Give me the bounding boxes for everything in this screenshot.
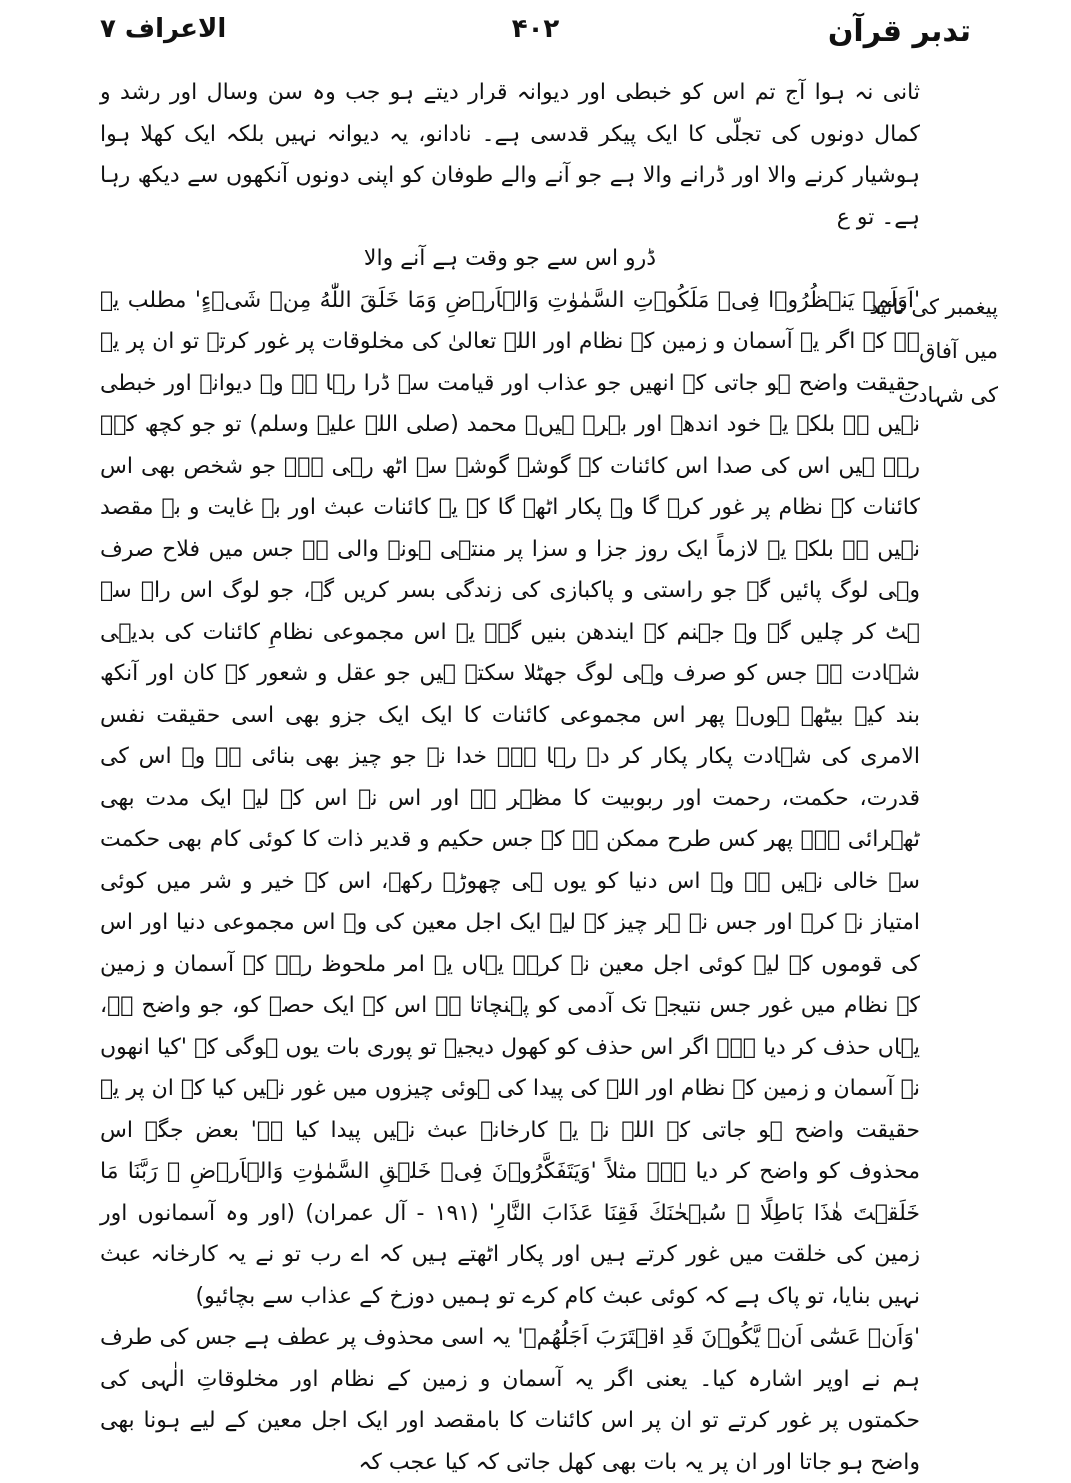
page-number: ۴۰۲ <box>511 14 560 44</box>
margin-heading-line: کی شہادت <box>898 383 998 407</box>
page-header <box>100 14 971 64</box>
poetry-verse: ڈرو اس سے جو وقت ہے آنے والا <box>363 246 657 271</box>
paragraph: 'وَاَنۡ عَسٰٓى اَنۡ يَّكُوۡنَ قَدِ اقۡتَرَبَ اَجَلُهُمۡ' یہ اسی محذوف پر عطف ہے جس کی طرف ہم نے اوپر اشارہ کیا۔ یعنی اگر یہ آسمان و زمین کے نظام اور مخلوقاتِ الٰہی کی حکمتوں پر غور کرتے تو ان پر اس کائنات کا بامقصد اور ایک اجل معین کے لیے ہونا بھی واضح ہو جاتا اور ان پر یہ بات بھی کھل جاتی کہ کیا عجب کہ <box>100 1325 920 1475</box>
running-head-surah: الاعراف ۷ <box>100 14 227 44</box>
commentary-text <box>100 72 920 1483</box>
margin-heading <box>869 285 998 417</box>
paragraph: ثانی نہ ہوا آج تم اس کو خبطی اور دیوانہ قرار دیتے ہو جب وہ سن وسال اور رشد و کمال دونوں کی تجلّی کا ایک پیکر قدسی ہے۔ نادانو، یہ دیوانہ نہیں بلکہ ایک کھلا ہوا ہوشیار کرنے والا اور ڈرانے والا ہے جو آنے والے طوفان کو اپنی دونوں آنکھوں سے دیکھ رہا ہے۔ تو ع <box>100 80 920 230</box>
running-head-book-title: تدبر قرآن <box>827 14 971 49</box>
margin-heading-line: پیغمبر کی تائید <box>869 295 998 319</box>
margin-heading-line: میں آفاق <box>919 339 998 363</box>
paragraph: 'اَوَلَمۡ يَنۡظُرُوۡا فِىۡ مَلَكُوۡتِ السَّمٰوٰتِ وَالۡاَرۡضِ وَمَا خَلَقَ اللّٰهُ مِنۡ شَىۡءٍ' مطلب یہ ہے کہ اگر یہ آسمان و زمین کے نظام اور اللہ تعالیٰ کی مخلوقات پر غور کرتے تو ان پر یہ حقیقت واضح ہو جاتی کہ انھیں جو عذاب اور قیامت سے ڈرا رہا ہے وہ دیوانہ اور خبطی نہیں ہے بلکہ یہ خود اندھے اور بہرے ہیں۔ محمد (صلی اللہ علیہ وسلم) تو جو کچھ کہہ رہے ہیں اس کی صدا اس کائنات کے گوشے گوشے سے اٹھ رہی ہے۔ جو شخص بھی اس کائنات کے نظام پر غور کرے گا وہ پکار اٹھے گا کہ یہ کائنات عبث اور بے غایت و بے مقصد نہیں ہے بلکہ یہ لازماً ایک روز جزا و سزا پر منتہی ہونے والی ہے جس میں فلاح صرف وہی لوگ پائیں گے جو راستی و پاکبازی کی زندگی بسر کریں گے، جو لوگ اس راہ سے ہٹ کر چلیں گے وہ جہنم کے ایندھن بنیں گے۔ یہ اس مجموعی نظامِ کائنات کی بدیہی شہادت ہے جس کو صرف وہی لوگ جھٹلا سکتے ہیں جو عقل و شعور کے کان اور آنکھ بند کیے بیٹھے ہوں۔ پھر اس مجموعی کائنات کا ایک ایک جزو بھی اسی حقیقت نفس الامری کی شہادت پکار پکار کر دے رہا ہے۔ خدا نے جو چیز بھی بنائی ہے وہ اس کی قدرت، حکمت، رحمت اور ربوبیت کا مظہر ہے اور اس نے اس کے لیے ایک مدت بھی ٹھہرائی ہے۔ پھر کس طرح ممکن ہے کہ جس حکیم و قدیر ذات کا کوئی کام بھی حکمت سے خالی نہیں ہے وہ اس دنیا کو یوں ہی چھوڑے رکھے، اس کے خیر و شر میں کوئی امتیاز نہ کرے اور جس نے ہر چیز کے لیے ایک اجل معین کی وہ اس مجموعی دنیا اور اس کی قوموں کے لیے کوئی اجل معین نہ کرے۔ یہاں یہ امر ملحوظ رہے کہ آسمان و زمین کے نظام میں غور جس نتیجہ تک آدمی کو پہنچاتا ہے اس کے ایک حصہ کو، جو واضح ہے، یہاں حذف کر دیا ہے۔ اگر اس حذف کو کھول دیجیے تو پوری بات یوں ہوگی کہ 'کیا انھوں نے آسمان و زمین کے نظام اور اللہ کی پیدا کی ہوئی چیزوں میں غور نہیں کیا کہ ان پر یہ حقیقت واضح ہو جاتی کہ اللہ نے یہ کارخانہ عبث نہیں پیدا کیا ہے' بعض جگہ اس محذوف کو واضح کر دیا ہے۔ مثلاً 'وَيَتَفَكَّرُوۡنَ فِىۡ خَلۡقِ السَّمٰوٰتِ وَالۡاَرۡضِ ۚ رَبَّنَا مَا خَلَقۡتَ هٰذَا بَاطِلًا ۚ سُبۡحٰنَكَ فَقِنَا عَذَابَ النَّارِ' (۱۹۱ - آل عمران) (اور وہ آسمانوں اور زمین کی خلقت میں غور کرتے ہیں اور پکار اٹھتے ہیں کہ اے رب تو نے یہ کارخانہ عبث نہیں بنایا، تو پاک ہے کہ کوئی عبث کام کرے تو ہمیں دوزخ کے عذاب سے بچائیو) <box>100 287 921 1309</box>
